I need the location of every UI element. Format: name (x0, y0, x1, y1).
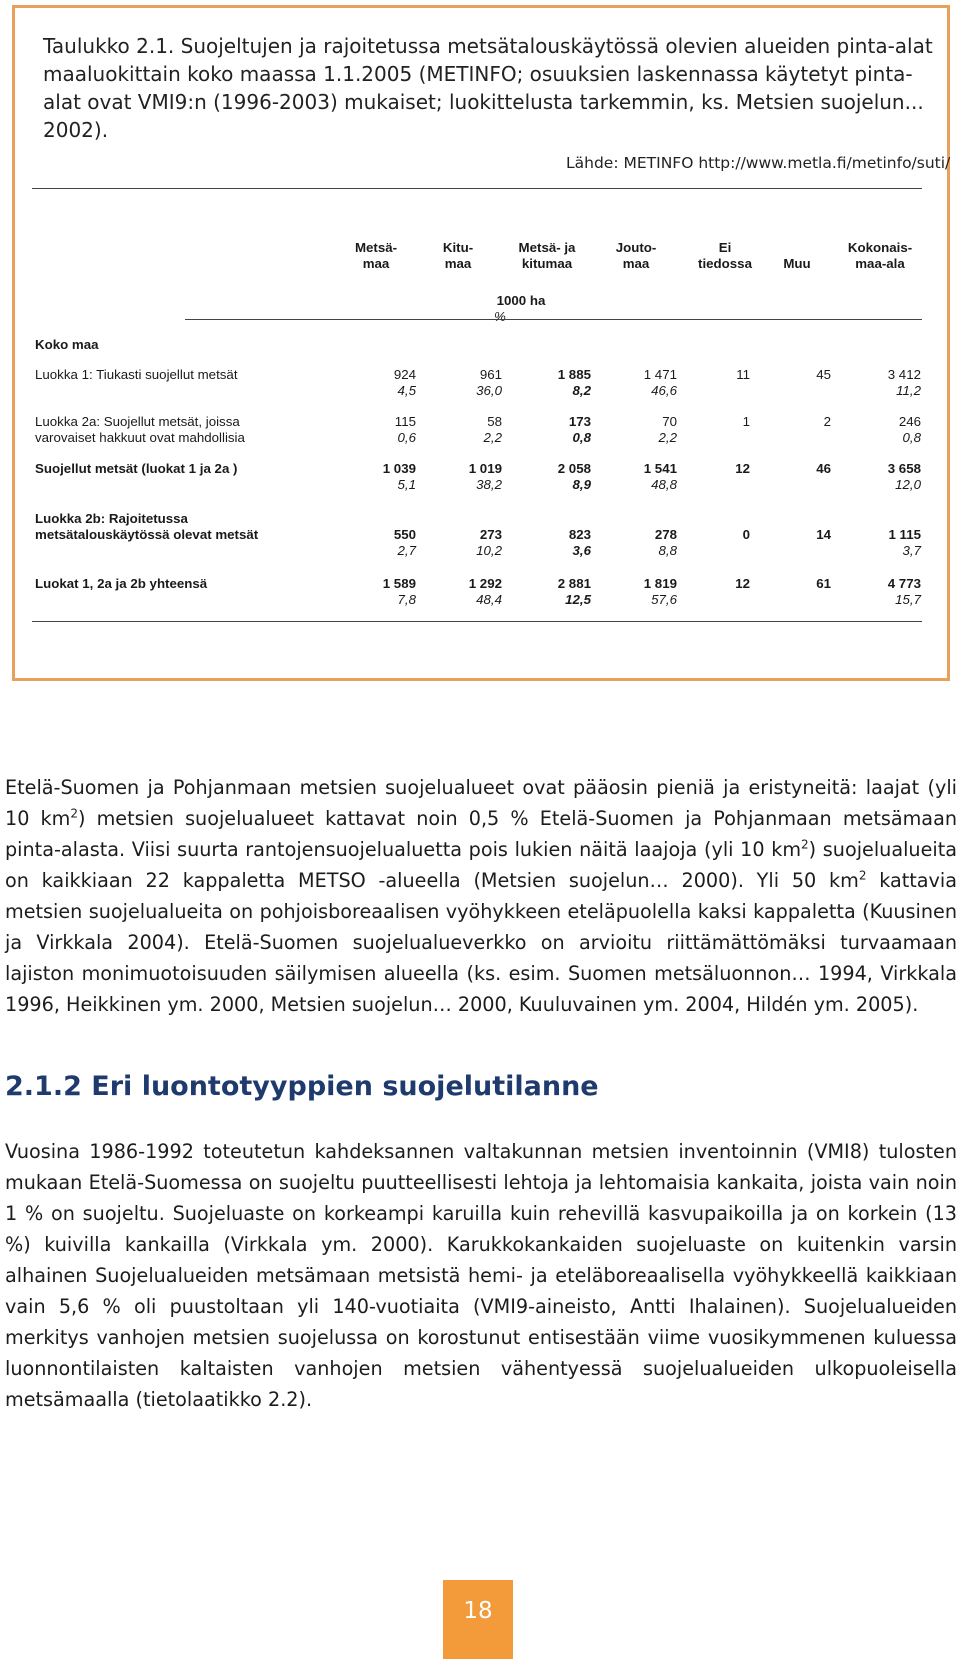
column-header (752, 240, 842, 272)
column-header (413, 240, 503, 272)
table-cell-value: 1 292 (468, 576, 502, 591)
table-cell-percent: 5,1 (397, 477, 416, 492)
row-label: Luokka 2a: Suojellut metsät, joissa (35, 414, 240, 429)
table-cell-value: 1 115 (888, 527, 921, 542)
column-header-line1: Metsä- ja (518, 240, 576, 255)
column-header-line1: Ei (718, 240, 732, 255)
row-label: Luokat 1, 2a ja 2b yhteensä (35, 576, 208, 591)
page-number-box (443, 1580, 513, 1659)
table-cell-percent: 8,2 (572, 383, 591, 398)
table-cell-value: 1 885 (557, 367, 591, 382)
table-cell-value: 3 658 (887, 461, 921, 476)
table-cell-value: 1 819 (643, 576, 677, 591)
table-cell-percent: 57,6 (651, 592, 677, 607)
table-cell-percent: 0,8 (902, 430, 921, 445)
table-cell-value: 12 (735, 576, 750, 591)
table-cell-value: 2 058 (557, 461, 591, 476)
table-cell-percent: 7,8 (397, 592, 416, 607)
table-cell-value: 12 (735, 461, 750, 476)
row-label: Luokka 2b: Rajoitetussa (35, 511, 188, 526)
table-cell-value: 173 (568, 414, 591, 429)
row-label-line2: metsätalouskäytössä olevat metsät (35, 527, 259, 542)
header-rule (185, 319, 922, 320)
table-cell-percent: 15,7 (895, 592, 921, 607)
table-cell-percent: 2,7 (397, 543, 416, 558)
column-header-line1: Jouto- (615, 240, 657, 255)
section-label: Koko maa (35, 337, 99, 352)
table-cell-value: 1 039 (382, 461, 416, 476)
table-cell-value: 1 (742, 414, 750, 429)
table-cell-value: 1 541 (643, 461, 677, 476)
column-header-line1: Kokonais- (847, 240, 913, 255)
column-header (502, 240, 592, 272)
superscript: 2 (70, 806, 78, 821)
row-label: Suojellut metsät (luokat 1 ja 2a ) (35, 461, 238, 476)
table-cell-value: 1 589 (382, 576, 416, 591)
paragraph-2: Vuosina 1986-1992 toteutetun kahdeksannen valtakunnan metsien inventoinnin (VMI8) tulosten mukaan Etelä-Suomessa on suojeltu puutteellisesti lehtoja ja lehtomaisia kankaita, joista vain noin 1 % on suojeltu. Suojeluaste on korkeampi karuilla kuin rehevillä kasvupaikoilla ja on korkein (13 %) kuivilla kankailla (Virkkala ym. 2000). Karukkokankaiden suojeluaste on kuitenkin varsin alhainen Suojelualueiden metsämaan metsistä hemi- ja eteläboreaalisella vyöhykkeellä kaikkiaan vain 5,6 % oli puustoltaan yli 140-vuotiaita (VMI9-aineisto, Antti Ihalainen). Suojelualueiden merkitys vanhojen metsien suojelussa on korostunut entisestään viime vuosikymmenen kuluessa luonnontilaisten kaltaisten vanhojen metsien vähentyessä suojelualueiden ulkopuoleisella metsämaalla (tietolaatikko 2.2). (5, 1140, 957, 1411)
column-header-line1: Kitu- (442, 240, 474, 255)
paragraph-1-part-c: ) suojelualueita on kaikkiaan 22 kappaletta METSO -alueella (Metsien suojelun… 2000). Yli 50 km (5, 838, 957, 892)
column-header (591, 240, 681, 272)
table-cell-percent: 2,2 (483, 430, 502, 445)
paragraph-1 (5, 772, 957, 1020)
table-cell-value: 58 (487, 414, 502, 429)
table-cell-percent: 8,8 (658, 543, 677, 558)
unit-label-line1: 1000 ha (496, 293, 546, 308)
table-cell-value: 278 (654, 527, 677, 542)
column-header-line2: Muu (783, 256, 811, 271)
paragraph-1-part-b: ) metsien suojelualueet kattavat noin 0,5 % Etelä-Suomen ja Pohjanmaan metsämaan pinta-alasta. Viisi suurta rantojensuojelualuetta pois lukien näitä laajoja (yli 10 km (5, 807, 957, 861)
table-cell-value: 0 (742, 527, 750, 542)
superscript: 2 (858, 868, 867, 883)
table-cell-value: 273 (479, 527, 502, 542)
table-cell-percent: 46,6 (651, 383, 677, 398)
unit-label (476, 293, 566, 325)
column-header-line2: maa (362, 256, 390, 271)
table-cell-value: 3 412 (887, 367, 921, 382)
section-heading: 2.1.2 Eri luontotyyppien suojelutilanne (5, 1071, 599, 1102)
paragraph-1-part-d: kattavia metsien suojelualueita on pohjoisboreaalisen vyöhykkeen eteläpuolella kaksi kappaletta (Kuusinen ja Virkkala 2004). Etelä-Suomen suojelualueverkko on arvioitu riittämättömäksi turvaamaan lajiston monimuotoisuuden säilymisen alueella (ks. esim. Suomen metsäluonnon… 1994, Virkkala 1996, Heikkinen ym. 2000, Metsien suojelun… 2000, Kuuluvainen ym. 2004, Hildén ym. 2005). (5, 869, 957, 1016)
table-cell-value: 246 (898, 414, 921, 429)
table-cell-value: 2 881 (557, 576, 591, 591)
table-cell-value: 46 (816, 461, 831, 476)
table-cell-percent: 48,4 (476, 592, 502, 607)
column-header (331, 240, 421, 272)
table-cell-percent: 3,6 (572, 543, 591, 558)
table-cell-percent: 0,6 (397, 430, 416, 445)
row-label: Luokka 1: Tiukasti suojellut metsät (35, 367, 238, 382)
table-cell-percent: 48,8 (651, 477, 677, 492)
column-header-line2: maa (444, 256, 472, 271)
table-cell-percent: 4,5 (397, 383, 416, 398)
table-cell-value: 11 (736, 367, 750, 382)
table-cell-value: 961 (479, 367, 502, 382)
table-cell-value: 1 019 (468, 461, 502, 476)
table-cell-value: 14 (816, 527, 831, 542)
table-bottom-rule (32, 621, 922, 622)
table-cell-value: 45 (816, 367, 831, 382)
column-header-line2: kitumaa (521, 256, 573, 271)
table-cell-value: 823 (568, 527, 591, 542)
table-cell-percent: 3,7 (902, 543, 921, 558)
column-header-line2: maa (622, 256, 650, 271)
table-cell-percent: 12,0 (895, 477, 921, 492)
table-cell-percent: 10,2 (476, 543, 502, 558)
table-cell-percent: 0,8 (572, 430, 591, 445)
table-cell-value: 70 (662, 414, 677, 429)
table-cell-value: 4 773 (887, 576, 921, 591)
table-source: Lähde: METINFO http://www.metla.fi/metinfo/suti/ (566, 154, 951, 172)
table-cell-value: 550 (393, 527, 416, 542)
table-cell-percent: 36,0 (476, 383, 502, 398)
unit-label-line2: % (494, 309, 506, 324)
table-caption: Taulukko 2.1. Suojeltujen ja rajoitetussa metsätalouskäytössä olevien alueiden pinta-alat maaluokittain koko maassa 1.1.2005 (METINFO; osuuksien laskennassa käytetyt pinta-alat ovat VMI9:n (1996-2003) mukaiset; luokittelusta tarkemmin, ks. Metsien suojelun... 2002). (43, 34, 933, 142)
table-cell-percent: 11,2 (896, 383, 921, 398)
table-cell-value: 2 (823, 414, 831, 429)
column-header-line1: Metsä- (354, 240, 398, 255)
column-header-line2: maa-ala (855, 256, 905, 271)
superscript: 2 (801, 837, 809, 852)
row-label-line2: varovaiset hakkuut ovat mahdollisia (35, 430, 245, 445)
paragraph-1-part-a: Etelä-Suomen ja Pohjanmaan metsien suojelualueet ovat pääosin pieniä ja eristyneitä: laajat (yli 10 km (5, 776, 957, 830)
table-top-rule (32, 188, 922, 189)
table-cell-percent: 8,9 (572, 477, 591, 492)
column-header-line2: tiedossa (698, 256, 752, 271)
column-header-line1 (752, 240, 842, 256)
table-cell-value: 1 471 (643, 367, 677, 382)
table-cell-percent: 38,2 (476, 477, 502, 492)
page-number: 18 (463, 1598, 493, 1624)
table-cell-value: 115 (394, 414, 416, 429)
column-header (835, 240, 925, 272)
table-cell-percent: 2,2 (658, 430, 677, 445)
table-cell-value: 61 (816, 576, 831, 591)
table-cell-value: 924 (393, 367, 416, 382)
table-cell-percent: 12,5 (565, 592, 591, 607)
